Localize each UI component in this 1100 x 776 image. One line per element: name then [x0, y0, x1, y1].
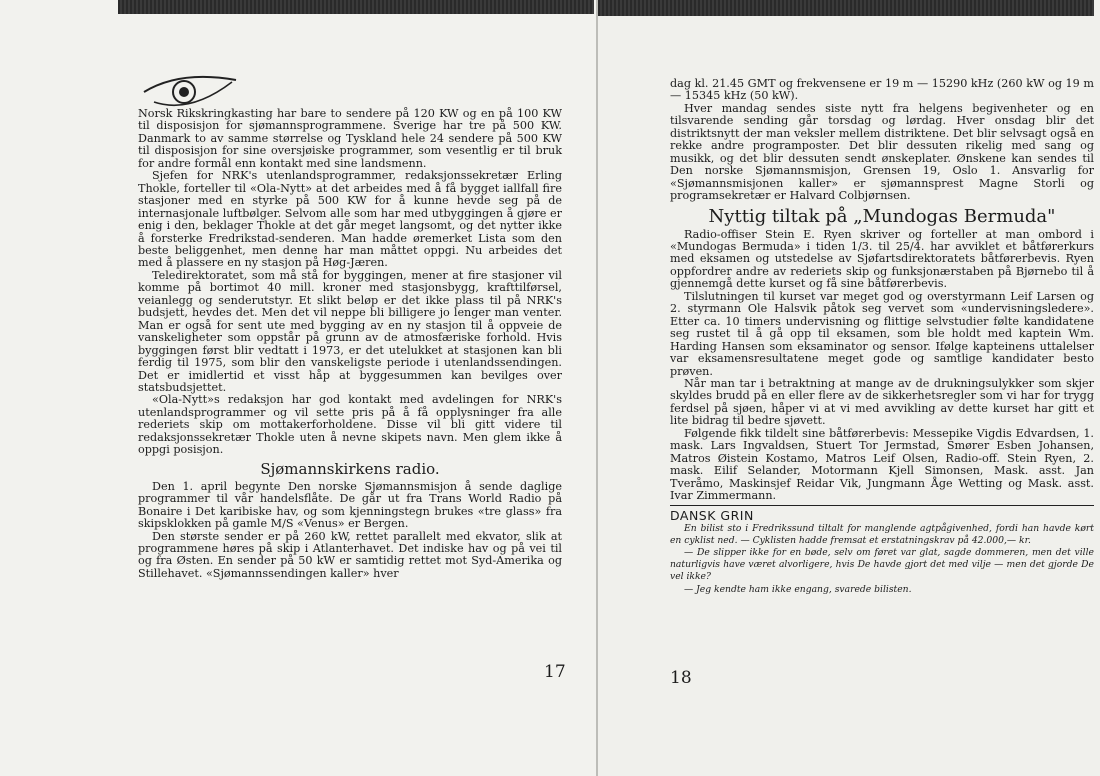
section-heading: Nyttig tiltak på „Mundogas Bermuda"	[708, 205, 1056, 227]
divider	[670, 505, 1094, 506]
paragraph: Når man tar i betraktning at mange av de drukningsulykker som skjer skyldes brudd på en eller flere av de sikkerhetsregler som vi har for trygg ferdsel på sjøen, håper vi at vi med avvikling av dette kurset har gitt et lite bidrag til bedre sjøvett.	[670, 376, 1094, 428]
grin-paragraph: — Jeg kendte ham ikke engang, svarede bilisten.	[684, 583, 912, 595]
right-page	[598, 0, 1100, 776]
grin-paragraph: En bilist sto i Fredrikssund tiltalt for manglende agtpågivenhed, fordi han havde kørt en cyklist ned. — Cyklisten hadde fremsat et erstatningskrav på 42.000,— kr.	[670, 522, 1094, 546]
section-heading: Sjømannskirkens radio.	[260, 459, 440, 478]
paragraph: «Ola-Nytt»s redaksjon har god kontakt med avdelingen for NRK's utenlandsprogrammer og vil sette pris på å få opplysninger fra alle rederiets skip om mottakerforholdene. Disse vil bli gitt videre til redaksjonssekretær Thokle uten å nevne skipets navn. Men glem ikke å oppgi posisjon.	[138, 393, 562, 457]
paragraph: Følgende fikk tildelt sine båtførerbevis: Messepike Vigdis Edvardsen, 1. mask. Lars Ingvaldsen, Stuert Tor Jermstad, Smører Esben Johansen, Matros Øistein Kostamo, Matros Leif Olsen, Radio-off. Stein Ryen, 2. mask. Eilif Selander, Motormann Kjell Simonsen, Mask. asst. Jan Tveråmo, Maskinsjef Reidar Vik, Jungmann Åge Wetting og Mask. asst. Ivar Zimmermann.	[670, 426, 1094, 503]
left-column	[138, 108, 562, 580]
grin-heading: DANSK GRIN	[670, 507, 754, 523]
paragraph: Sjefen for NRK's utenlandsprogrammer, redaksjonssekretær Erling Thokle, forteller til «Ola-Nytt» at det arbeides med å få bygget iallfall fire stasjoner med en styrke på 500 KW for å kunne hevde seg på de internasjonale luftbølger. Selvom alle som har med utbyggingen å gjøre er enig i den, beklager Thokle at det går meget langsomt, og det nytter ikke å forsterke Fredrikstad-senderen. Man hadde øremerket Lista som den beste beliggenhet, men denne har man måttet oppgi. Nu arbeides det med å plassere en ny stasjon på Høg-Jæren.	[138, 169, 562, 270]
paragraph: Den 1. april begynte Den norske Sjømannsmisjon å sende daglige programmer til vår handelsflåte. De går ut fra Trans World Radio på Bonaire i Det karibiske hav, og som kjenningstegn brukes «tre glass» fra skipsklokken på gamle M/S «Venus» er Bergen.	[138, 479, 562, 531]
page-number: 17	[544, 662, 566, 682]
paragraph: Tilslutningen til kurset var meget god og overstyrmann Leif Larsen og 2. styrmann Ole Halsvik påtok seg vervet som «undervisningsledere». Etter ca. 10 timers undervisning og flittige selvstudier følte kandidatene seg rustet til å gå opp til eksamen, som ble holdt med kaptein Wm. Harding Hansen som eksaminator og sensor. Ifølge kapteinens uttalelser var eksamensresultatene meget gode og samtlige kandidater besto prøven.	[670, 289, 1094, 378]
paragraph: Teledirektoratet, som må stå for byggingen, mener at fire stasjoner vil komme på bortimot 40 mill. kroner med stasjonsbygg, krafttilførsel, veianlegg og senderutstyr. Et slikt beløp er det ikke plass til på NRK's budsjett, hevdes det. Men det vil neppe bli billigere jo lenger man venter. Man er også for sent ute med bygging av en ny stasjon til å oppveie de vanskeligheter som oppstår på grunn av de atmosfæriske forhold. Hvis byggingen først blir vedtatt i 1973, er det utelukket at stasjonen kan bli ferdig til 1975, som blir den vanskeligste periode i utenlandssendingen. Det er imidlertid et visst håp at byggesummen kan bevilges over statsbudsjettet.	[138, 268, 562, 394]
radio-eye-icon	[140, 72, 240, 112]
paragraph: Hver mandag sendes siste nytt fra helgens begivenheter og en tilsvarende sending går torsdag og lørdag. Hver onsdag blir det distriktsnytt der man veksler mellem distriktene. Det blir selvsagt også en rekke andre programposter. Det blir dessuten rikelig med sang og musikk, og det blir dessuten sendt ønskeplater. Ønskene kan sendes til Den norske Sjømannsmisjon, Grensen 19, Oslo 1. Ansvarlig for «Sjømannsmisjonen kaller» er sjømannsprest Magne Storli og programsekretær er Halvard Colbjørnsen.	[670, 101, 1094, 203]
right-column	[670, 78, 1094, 596]
grin-box	[670, 523, 1094, 596]
paragraph: Norsk Rikskringkasting har bare to sendere på 120 KW og en på 100 KW til disposisjon for sjømannsprogrammene. Sverige har tre på 500 KW. Danmark to av samme størrelse og Tyskland hele 24 sendere på 500 KW til disposisjon for sine oversjøiske programmer, som vesentlig er til bruk for andre formål enn kontakt med sine landsmenn.	[138, 107, 562, 170]
paragraph: Radio-offiser Stein E. Ryen skriver og forteller at man ombord i «Mundogas Bermuda» i tiden 1/3. til 25/4. har avviklet et båtførerkurs med eksamen og utstedelse av Sjøfartsdirektoratets båtførerbevis. Ryen oppfordrer andre av rederiets skip og funksjonærstaben på Bjørnebo til å gjennemgå dette kurset og få sine båtførerbevis.	[670, 227, 1094, 291]
top-border-band	[598, 0, 1094, 16]
paragraph: dag kl. 21.45 GMT og frekvensene er 19 m — 15290 kHz (260 kW og 19 m — 15345 kHz (50 kW).	[670, 77, 1094, 103]
top-border-band	[118, 0, 594, 14]
grin-paragraph: — De slipper ikke for en bøde, selv om føret var glat, sagde dommeren, men det ville naturligvis have været alvorligere, hvis De havde gjort det med vilje — men det gjorde De vel ikke?	[670, 546, 1094, 583]
paragraph: Den største sender er på 260 kW, rettet parallelt med ekvator, slik at programmene høres på skip i Atlanterhavet. Det indiske hav og på vei til og fra Østen. En sender på 50 kW er samtidig rettet mot Syd-Amerika og Stillehavet. «Sjømannssendingen kaller» hver	[138, 529, 562, 580]
page-number: 18	[670, 668, 692, 688]
